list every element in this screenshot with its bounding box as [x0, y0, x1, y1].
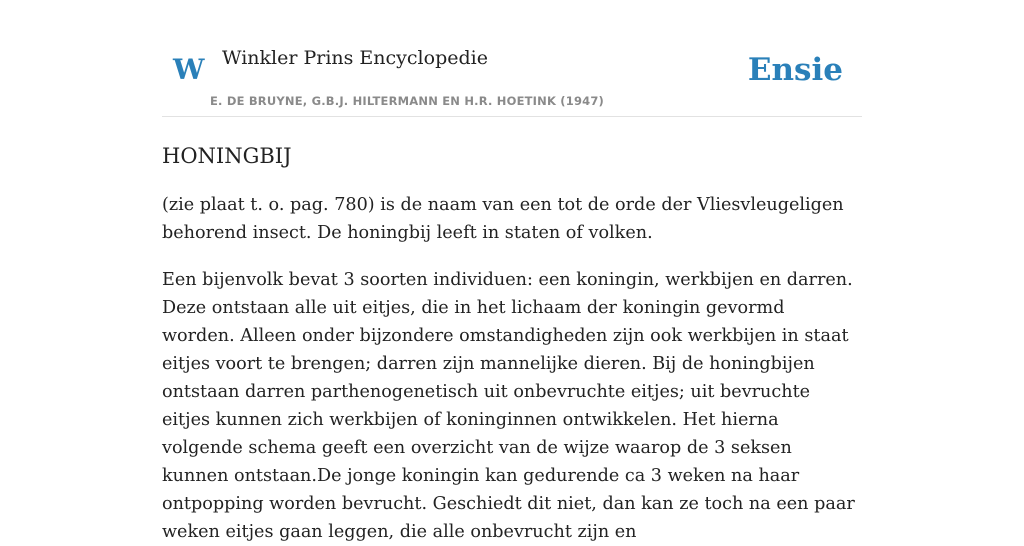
book-authors: E. DE BRUYNE, G.B.J. HILTERMANN EN H.R. HOETINK (1947) [210, 94, 605, 108]
entry-title: HONINGBIJ [162, 144, 292, 168]
brand-logo[interactable]: Ensie [747, 52, 843, 88]
entry-paragraph: (zie plaat t. o. pag. 780) is de naam van een tot de orde der Vliesvleugeligen behorend insect. De honingbij leeft in staten of volken. [162, 195, 844, 243]
content-container [162, 0, 862, 546]
book-title[interactable]: Winkler Prins Encyclopedie [222, 47, 488, 69]
page-header [162, 0, 862, 117]
entry-paragraph: Een bijenvolk bevat 3 soorten individuen: een koningin, werkbijen en darren. Deze ontstaan alle uit eitjes, die in het lichaam der koningin gevormd worden. Alleen onder bijzondere omstandigheden zijn ook werkbijen in staat eitjes voort te brengen; darren zijn mannelijke dieren. Bij de honingbijen ontstaan darren parthenogenetisch uit onbevruchte eitjes; uit bevruchte eitjes kunnen zich werkbijen of koninginnen ontwikkelen. Het hierna volgende schema geeft een overzicht van de wijze waarop de 3 seksen kunnen ontstaan.De jonge koningin kan gedurende ca 3 weken na haar ontpopping worden bevrucht. Geschiedt dit niet, dan kan ze toch na een paar weken eitjes gaan leggen, die alle onbevrucht zijn en [162, 270, 855, 542]
book-logo[interactable]: W [173, 53, 205, 86]
